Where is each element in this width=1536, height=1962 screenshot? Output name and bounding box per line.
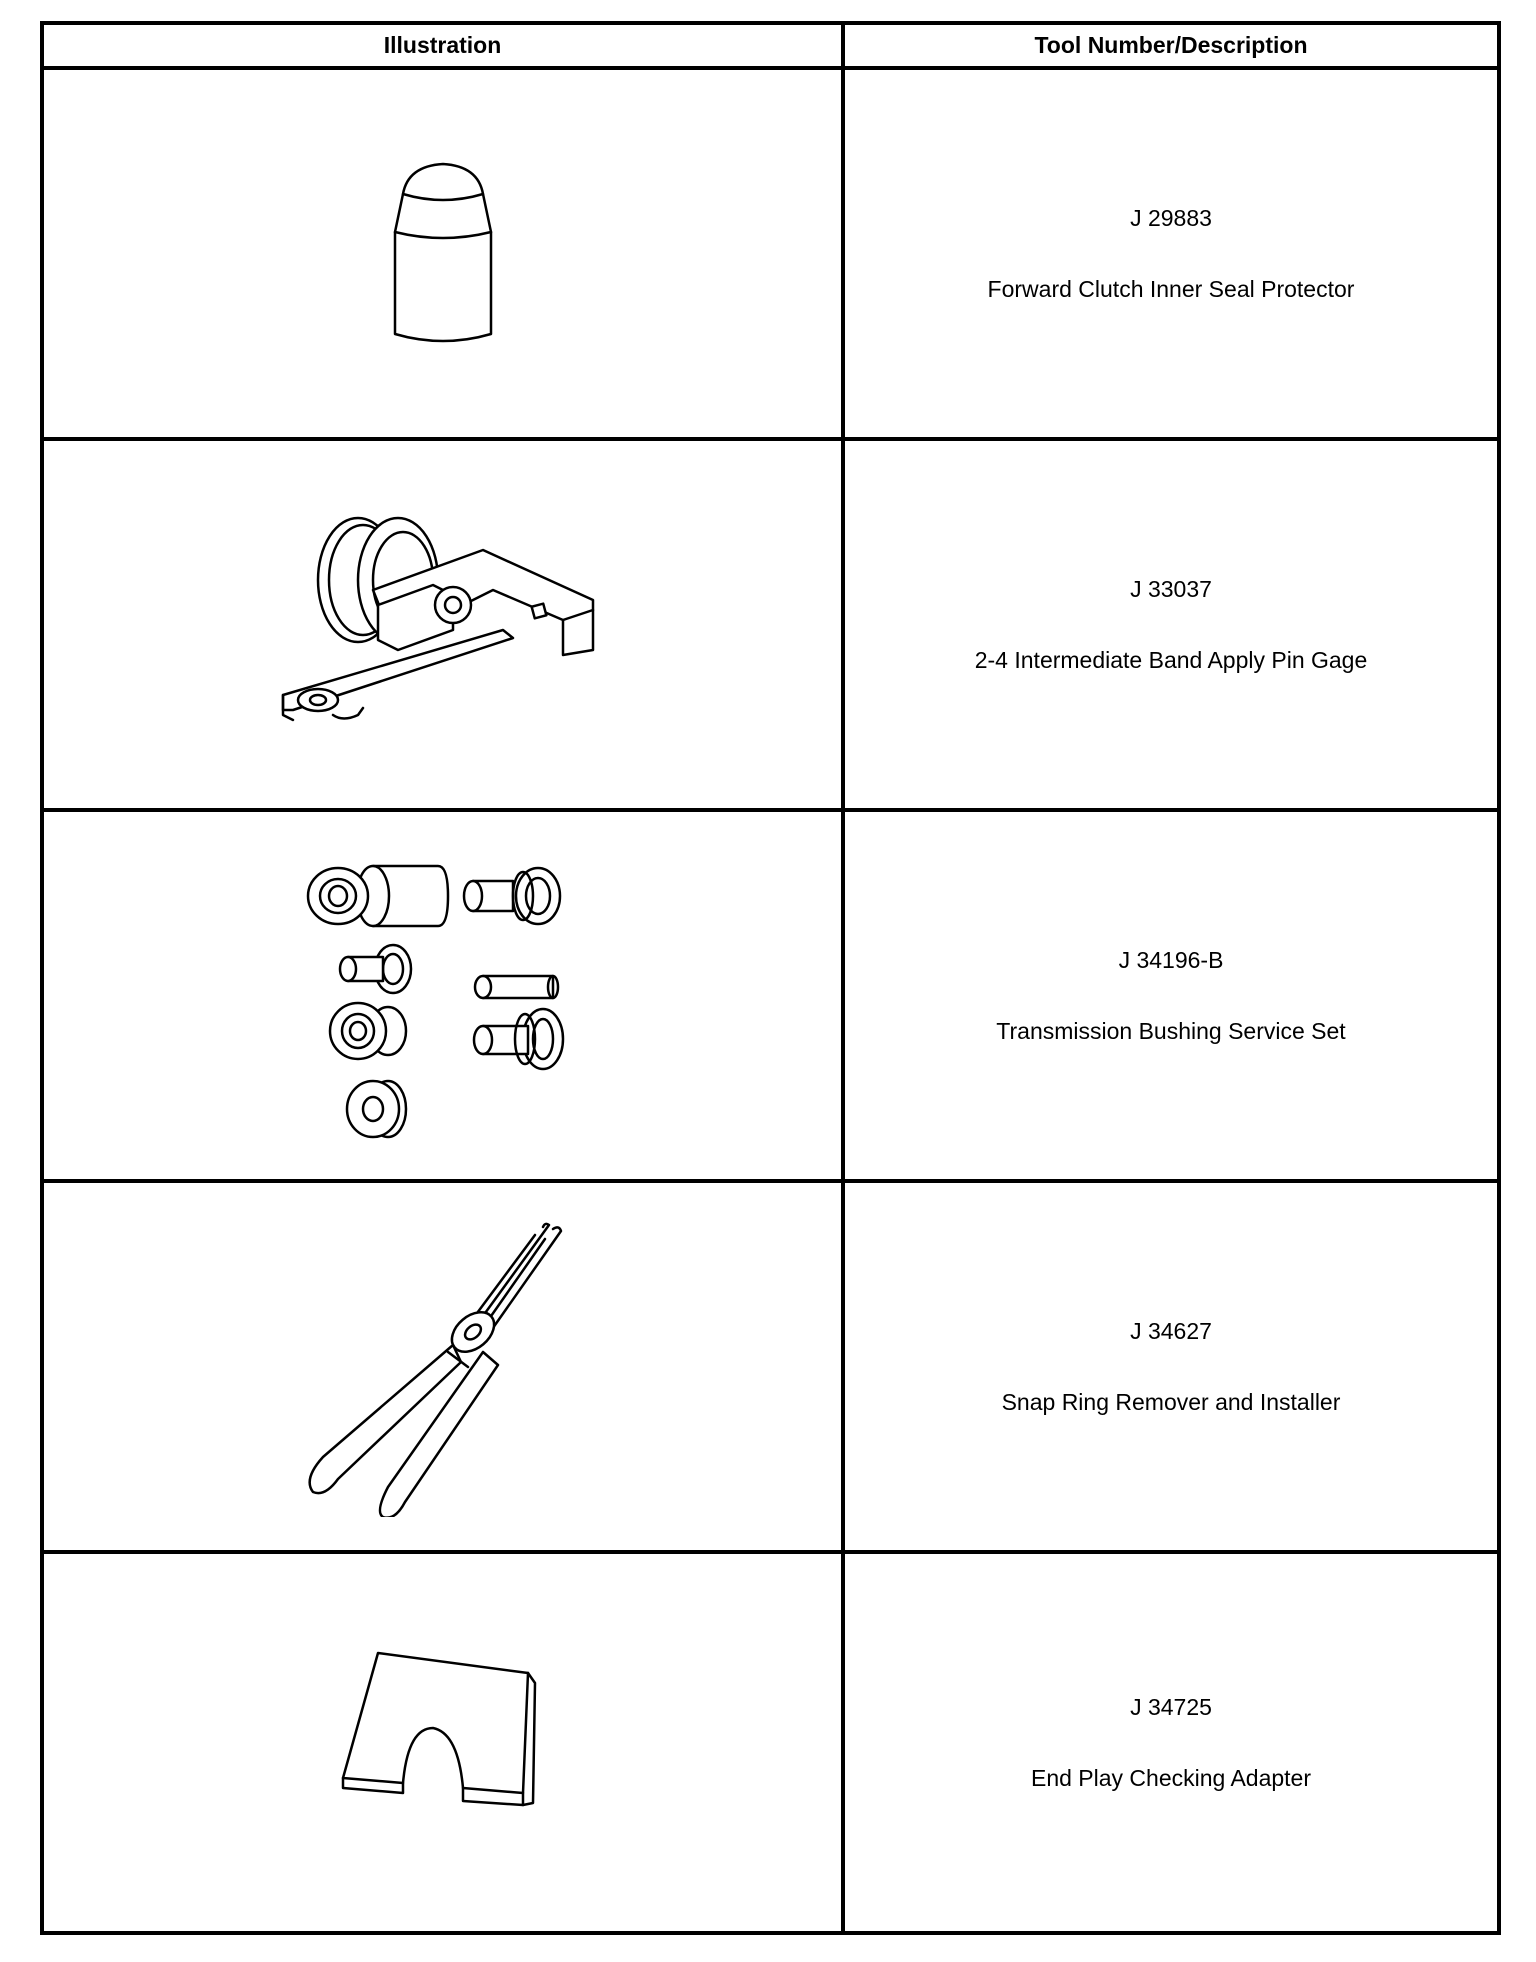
special-tools-table [40,21,1501,1935]
pin-gage-icon [263,510,623,740]
tool-description: Snap Ring Remover and Installer [1001,1388,1341,1415]
tool-description: Transmission Bushing Service Set [996,1017,1346,1044]
illustration-cell [44,441,845,808]
tool-number: J 34627 [1130,1317,1212,1344]
tool-number: J 29883 [1130,204,1212,231]
illustration-cell [44,70,845,437]
tool-description: Forward Clutch Inner Seal Protector [987,275,1355,302]
illustration-cell [44,1554,845,1931]
description-cell [845,441,1497,808]
table-row [44,1554,1497,1931]
header-description: Tool Number/Description [1034,32,1308,58]
table-row [44,441,1497,812]
illustration-cell [44,1183,845,1550]
description-cell [845,812,1497,1179]
header-illustration: Illustration [44,25,845,66]
description-cell [845,1554,1497,1931]
table-row [44,812,1497,1183]
illustration-cell [44,812,845,1179]
table-row [44,1183,1497,1554]
tool-number: J 33037 [1130,575,1212,602]
description-cell [845,70,1497,437]
table-row [44,70,1497,441]
tool-number: J 34725 [1130,1693,1212,1720]
description-cell [845,1183,1497,1550]
seal-protector-icon [373,154,513,354]
snap-ring-pliers-icon [283,1217,603,1517]
bushing-set-icon [293,851,593,1141]
tool-description: End Play Checking Adapter [1030,1764,1311,1791]
end-play-adapter-icon [323,1643,563,1843]
table-header [44,25,1497,70]
tool-number: J 34196-B [1118,946,1224,973]
tool-description: 2-4 Intermediate Band Apply Pin Gage [974,646,1368,673]
